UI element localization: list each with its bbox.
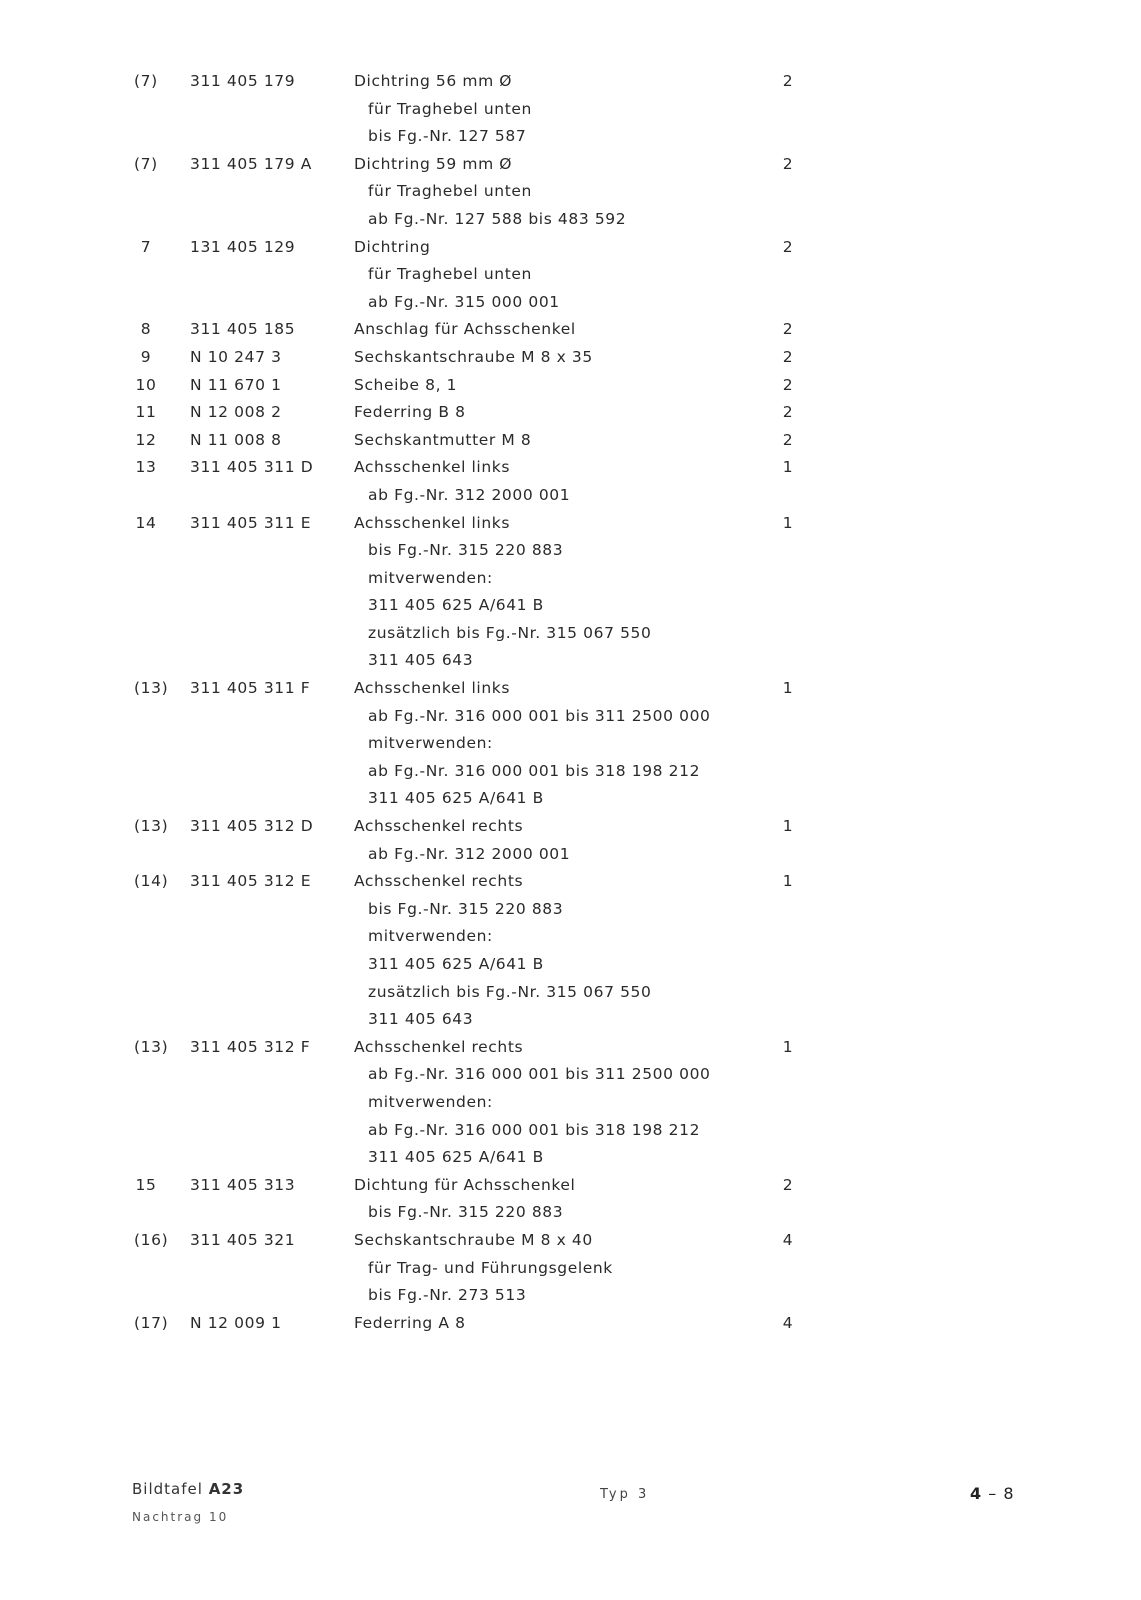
page-dash: – <box>988 1484 998 1503</box>
parts-row <box>0 758 1141 786</box>
position-number: (13) <box>134 1037 169 1056</box>
parts-row <box>0 316 1141 344</box>
quantity: 1 <box>782 679 794 698</box>
quantity: 1 <box>782 1037 794 1056</box>
type-label: Typ 3 <box>600 1487 650 1502</box>
page-section: 4 <box>970 1484 983 1503</box>
sub-description: bis Fg.-Nr. 127 587 <box>368 127 527 146</box>
parts-row <box>0 372 1141 400</box>
parts-row <box>0 1034 1141 1062</box>
part-description: Achsschenkel links <box>354 458 511 477</box>
position-number: (7) <box>134 72 158 90</box>
quantity: 2 <box>782 154 794 173</box>
part-description: Sechskantmutter M 8 <box>354 430 532 449</box>
quantity: 2 <box>782 1175 794 1194</box>
sub-description: ab Fg.-Nr. 316 000 001 bis 318 198 212 <box>368 761 701 780</box>
parts-row <box>0 1255 1141 1283</box>
parts-row <box>0 565 1141 593</box>
part-description: Federring B 8 <box>354 403 466 422</box>
sub-description: ab Fg.-Nr. 316 000 001 bis 311 2500 000 <box>368 1065 711 1084</box>
position-number: 14 <box>135 513 157 532</box>
quantity: 2 <box>782 430 794 449</box>
sub-description: für Traghebel unten <box>368 99 532 118</box>
part-description: Dichtring 59 mm Ø <box>354 154 513 173</box>
parts-row <box>0 868 1141 896</box>
parts-row <box>0 151 1141 179</box>
part-number: 131 405 129 <box>190 237 296 256</box>
parts-row <box>0 178 1141 206</box>
sub-description: zusätzlich bis Fg.-Nr. 315 067 550 <box>368 982 652 1001</box>
quantity: 1 <box>782 817 794 836</box>
parts-row <box>0 1089 1141 1117</box>
part-number: 311 405 312 F <box>190 1037 311 1056</box>
sub-description: 311 405 643 <box>368 1010 474 1029</box>
quantity: 2 <box>782 347 794 366</box>
part-number: 311 405 311 D <box>190 458 314 477</box>
parts-row <box>0 647 1141 675</box>
part-number: N 11 670 1 <box>190 375 282 394</box>
parts-row <box>0 1006 1141 1034</box>
part-description: Sechskantschraube M 8 x 35 <box>354 347 593 366</box>
sub-description: 311 405 625 A/641 B <box>368 1148 544 1167</box>
parts-row <box>0 1282 1141 1310</box>
sub-description: mitverwenden: <box>368 1092 493 1111</box>
parts-row <box>0 399 1141 427</box>
parts-row <box>0 1199 1141 1227</box>
quantity: 4 <box>782 1313 794 1332</box>
sub-description: ab Fg.-Nr. 127 588 bis 483 592 <box>368 209 627 228</box>
parts-row <box>0 482 1141 510</box>
supplement-label: Nachtrag 10 <box>132 1510 229 1524</box>
sub-description: mitverwenden: <box>368 734 493 753</box>
quantity: 1 <box>782 458 794 477</box>
sub-description: ab Fg.-Nr. 315 000 001 <box>368 292 560 311</box>
part-description: Dichtung für Achsschenkel <box>354 1175 576 1194</box>
sub-description: bis Fg.-Nr. 315 220 883 <box>368 1203 564 1222</box>
page-number <box>970 1484 1015 1503</box>
parts-row <box>0 730 1141 758</box>
quantity: 2 <box>782 403 794 422</box>
parts-row <box>0 620 1141 648</box>
sub-description: für Traghebel unten <box>368 182 532 201</box>
parts-row <box>0 1144 1141 1172</box>
parts-row <box>0 896 1141 924</box>
part-number: N 11 008 8 <box>190 430 282 449</box>
parts-list <box>0 68 1141 1337</box>
part-description: Federring A 8 <box>354 1313 466 1332</box>
part-number: 311 405 311 F <box>190 679 311 698</box>
sub-description: bis Fg.-Nr. 273 513 <box>368 1286 527 1305</box>
part-number: 311 405 179 <box>190 72 296 90</box>
position-number: 13 <box>135 458 157 477</box>
sub-description: 311 405 643 <box>368 651 474 670</box>
parts-row <box>0 785 1141 813</box>
parts-row <box>0 1310 1141 1338</box>
part-description: Anschlag für Achsschenkel <box>354 320 576 339</box>
plate-label: Bildtafel <box>132 1480 203 1498</box>
parts-row <box>0 1172 1141 1200</box>
part-number: N 12 009 1 <box>190 1313 282 1332</box>
part-description: Achsschenkel links <box>354 513 511 532</box>
parts-row <box>0 234 1141 262</box>
sub-description: ab Fg.-Nr. 312 2000 001 <box>368 485 571 504</box>
sub-description: bis Fg.-Nr. 315 220 883 <box>368 899 564 918</box>
parts-row <box>0 923 1141 951</box>
quantity: 2 <box>782 237 794 256</box>
part-description: Scheibe 8, 1 <box>354 375 458 394</box>
part-number: 311 405 185 <box>190 320 296 339</box>
parts-row <box>0 813 1141 841</box>
parts-row <box>0 979 1141 1007</box>
position-number: 11 <box>135 403 157 422</box>
part-number: 311 405 321 <box>190 1230 296 1249</box>
sub-description: 311 405 625 A/641 B <box>368 596 544 615</box>
position-number: 7 <box>140 237 152 256</box>
plate-code: A23 <box>208 1480 245 1498</box>
quantity: 2 <box>782 375 794 394</box>
parts-row <box>0 675 1141 703</box>
quantity: 4 <box>782 1230 794 1249</box>
part-number: 311 405 179 A <box>190 154 312 173</box>
part-description: Sechskantschraube M 8 x 40 <box>354 1230 593 1249</box>
parts-row <box>0 703 1141 731</box>
parts-row <box>0 289 1141 317</box>
position-number: (17) <box>134 1313 169 1332</box>
part-description: Achsschenkel rechts <box>354 817 524 836</box>
position-number: (13) <box>134 679 169 698</box>
sub-description: für Trag- und Führungsgelenk <box>368 1258 613 1277</box>
sub-description: ab Fg.-Nr. 312 2000 001 <box>368 844 571 863</box>
parts-row <box>0 261 1141 289</box>
parts-row <box>0 1117 1141 1145</box>
quantity: 2 <box>782 72 794 90</box>
part-number: 311 405 312 E <box>190 872 312 891</box>
sub-description: 311 405 625 A/641 B <box>368 789 544 808</box>
position-number: 8 <box>140 320 152 339</box>
parts-row <box>0 592 1141 620</box>
sub-description: ab Fg.-Nr. 316 000 001 bis 318 198 212 <box>368 1120 701 1139</box>
sub-description: 311 405 625 A/641 B <box>368 955 544 973</box>
sub-description: bis Fg.-Nr. 315 220 883 <box>368 541 564 560</box>
parts-row <box>0 123 1141 151</box>
part-number: N 10 247 3 <box>190 347 282 366</box>
quantity: 2 <box>782 320 794 339</box>
position-number: 9 <box>140 347 152 366</box>
part-number: 311 405 311 E <box>190 513 312 532</box>
part-description: Achsschenkel rechts <box>354 1037 524 1056</box>
position-number: (7) <box>134 154 158 173</box>
part-description: Dichtring 56 mm Ø <box>354 72 513 90</box>
parts-row <box>0 951 1141 979</box>
parts-row <box>0 68 1141 96</box>
position-number: 12 <box>135 430 157 449</box>
parts-row <box>0 1061 1141 1089</box>
parts-row <box>0 537 1141 565</box>
sub-description: mitverwenden: <box>368 927 493 946</box>
parts-row <box>0 454 1141 482</box>
part-number: 311 405 313 <box>190 1175 296 1194</box>
part-description: Achsschenkel rechts <box>354 872 524 891</box>
part-number: 311 405 312 D <box>190 817 314 836</box>
part-description: Dichtring <box>354 237 431 256</box>
parts-row <box>0 1227 1141 1255</box>
sub-description: für Traghebel unten <box>368 265 532 284</box>
position-number: 15 <box>135 1175 157 1194</box>
position-number: (14) <box>134 872 169 891</box>
parts-row <box>0 344 1141 372</box>
parts-row <box>0 427 1141 455</box>
part-description: Achsschenkel links <box>354 679 511 698</box>
plate-reference <box>132 1480 244 1498</box>
sub-description: ab Fg.-Nr. 316 000 001 bis 311 2500 000 <box>368 706 711 725</box>
parts-row <box>0 510 1141 538</box>
sub-description: mitverwenden: <box>368 568 493 587</box>
position-number: (16) <box>134 1230 169 1249</box>
parts-row <box>0 206 1141 234</box>
position-number: 10 <box>135 375 157 394</box>
parts-row <box>0 841 1141 869</box>
parts-row <box>0 96 1141 124</box>
sub-description: zusätzlich bis Fg.-Nr. 315 067 550 <box>368 623 652 642</box>
quantity: 1 <box>782 872 794 891</box>
page-num: 8 <box>1003 1484 1015 1503</box>
part-number: N 12 008 2 <box>190 403 282 422</box>
position-number: (13) <box>134 817 169 836</box>
quantity: 1 <box>782 513 794 532</box>
